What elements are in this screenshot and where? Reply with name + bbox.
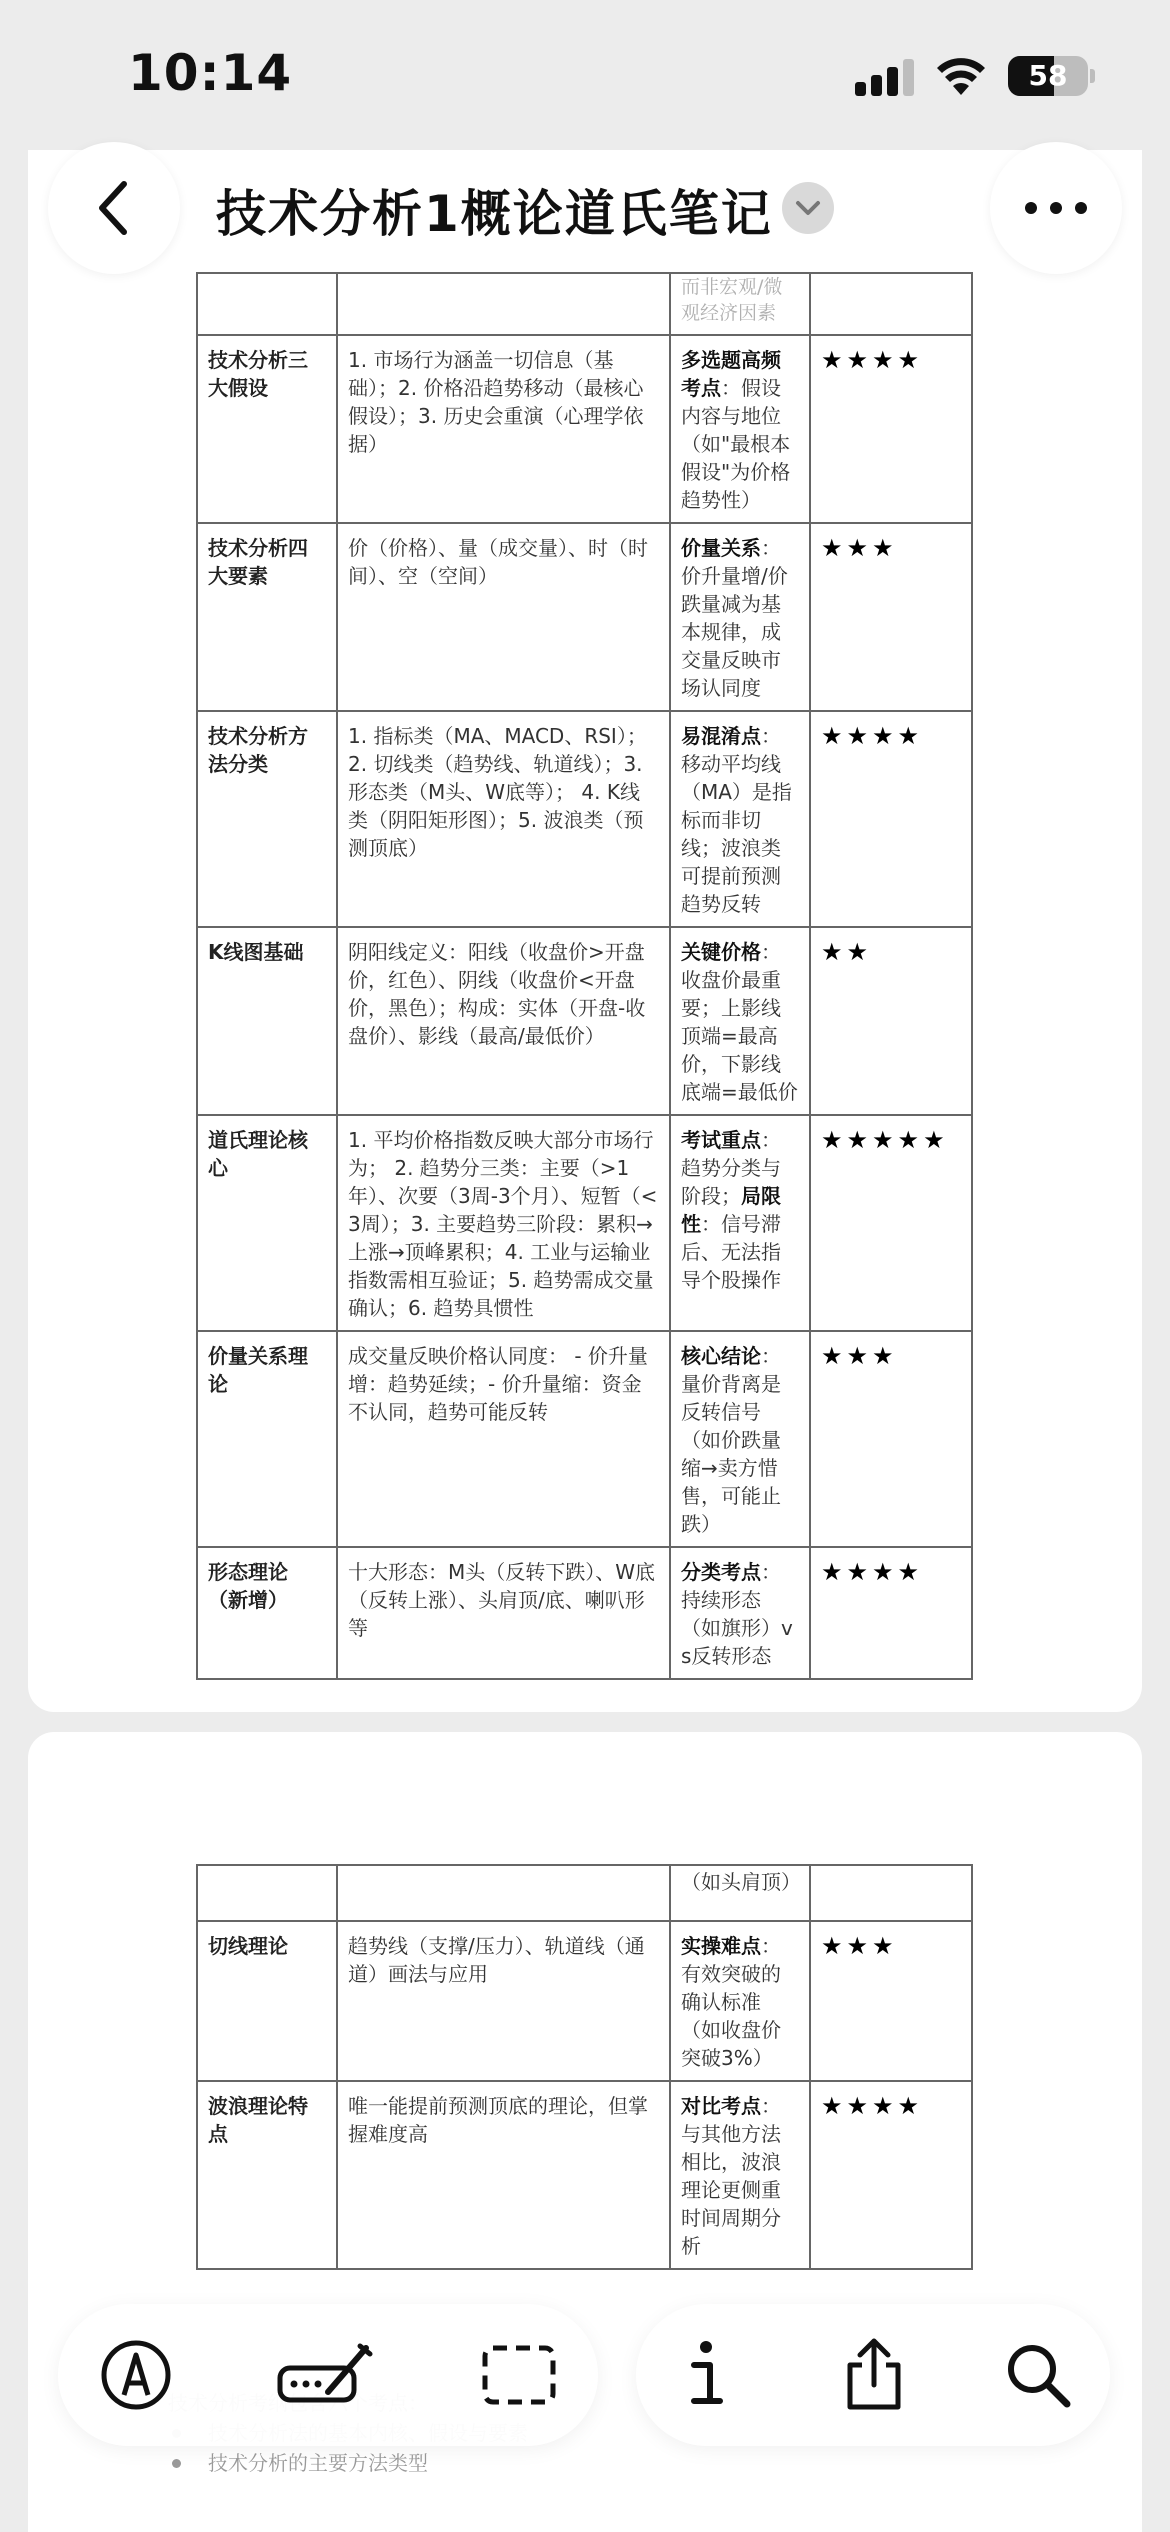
point-text: ：持续形态（如旗形）vs反转形态 — [681, 1560, 793, 1668]
markup-icon — [100, 2339, 172, 2411]
table-cell — [337, 1865, 670, 1921]
table-row — [197, 711, 972, 927]
table-cell-point — [670, 1921, 810, 2081]
table-row — [197, 1921, 972, 2081]
point-text: ：量价背离是反转信号（如价跌量缩→卖方惜售，可能止跌） — [681, 1344, 781, 1536]
info-button[interactable] — [666, 2335, 746, 2415]
table-cell-point — [670, 523, 810, 711]
table-cell-topic: 价量关系理论 — [197, 1331, 337, 1547]
point-label: 局限性 — [681, 1184, 781, 1236]
point-text: ：价升量增/价跌量减为基本规律，成交量反映市场认同度 — [681, 536, 788, 700]
table-cell-content: 1. 指标类（MA、MACD、RSI）；2. 切线类（趋势线、轨道线）；3. 形态类（M头、W底等）； 4. K线类（阴阳矩形图）；5. 波浪类（预测顶底） — [337, 711, 670, 927]
point-text: ：有效突破的确认标准（如收盘价突破3%） — [681, 1934, 781, 2070]
back-button[interactable] — [48, 142, 180, 274]
star-rating: ★★★★ — [821, 346, 924, 374]
table-cell — [197, 273, 337, 335]
star-rating: ★★ — [821, 938, 873, 966]
table-cell-rating — [810, 2081, 972, 2269]
star-rating: ★★★ — [821, 1342, 898, 1370]
table-cell-rating — [810, 711, 972, 927]
info-icon — [686, 2339, 726, 2411]
table-cell-content: 1. 市场行为涵盖一切信息（基础）；2. 价格沿趋势移动（最核心假设）；3. 历史会重演（心理学依据） — [337, 335, 670, 523]
table-cell-topic: 道氏理论核心 — [197, 1115, 337, 1331]
table-cell-point — [670, 927, 810, 1115]
table-cell-topic: 波浪理论特点 — [197, 2081, 337, 2269]
star-rating: ★★★ — [821, 534, 898, 562]
point-text: ：趋势分类与阶段； — [681, 1128, 781, 1208]
table-cell — [810, 273, 972, 335]
ellipsis-icon — [1024, 201, 1088, 215]
table-cell-rating — [810, 927, 972, 1115]
title-menu-button[interactable] — [782, 182, 834, 234]
table-row — [197, 927, 972, 1115]
table-cell-point: （如头肩顶） — [670, 1865, 810, 1921]
point-label: 多选题高频考点 — [681, 348, 781, 400]
table-cell-rating — [810, 1921, 972, 2081]
table-cell-point — [670, 1547, 810, 1679]
table-cell-point — [670, 1331, 810, 1547]
battery-icon — [1008, 56, 1088, 96]
point-text: ：信号滞后、无法指导个股操作 — [681, 1212, 781, 1292]
table-cell-rating — [810, 523, 972, 711]
chevron-down-icon — [794, 199, 822, 217]
table-row — [197, 1331, 972, 1547]
table-cell-rating — [810, 1547, 972, 1679]
table-cell — [337, 273, 670, 335]
status-bar — [0, 0, 1170, 150]
cellular-signal-icon — [855, 58, 915, 96]
more-button[interactable] — [990, 142, 1122, 274]
share-icon — [842, 2337, 906, 2413]
table-cell-content: 趋势线（支撑/压力）、轨道线（通道）画法与应用 — [337, 1921, 670, 2081]
table-cell-topic: K线图基础 — [197, 927, 337, 1115]
star-rating: ★★★★★ — [821, 1126, 949, 1154]
table-cell-content: 十大形态：M头（反转下跌）、W底（反转上涨）、头肩顶/底、喇叭形等 — [337, 1547, 670, 1679]
form-fill-button[interactable] — [276, 2335, 376, 2415]
point-label: 分类考点 — [681, 1560, 761, 1584]
table-cell — [197, 1865, 337, 1921]
battery-cap — [1090, 69, 1095, 83]
table-cell-topic: 切线理论 — [197, 1921, 337, 2081]
status-time: 10:14 — [128, 44, 293, 102]
document-page-1 — [28, 150, 1142, 1712]
point-label: 关键价格 — [681, 940, 761, 964]
point-text: ：与其他方法相比，波浪理论更侧重时间周期分析 — [681, 2094, 781, 2258]
point-label: 对比考点 — [681, 2094, 761, 2118]
point-label: 考试重点 — [681, 1128, 761, 1152]
exam-points-table-1 — [196, 272, 973, 1680]
table-cell-topic: 技术分析方法分类 — [197, 711, 337, 927]
wifi-icon — [935, 55, 987, 97]
table-cell-rating — [810, 1115, 972, 1331]
table-cell-content: 阴阳线定义：阳线（收盘价>开盘价，红色）、阴线（收盘价<开盘价，黑色）；构成：实体（开盘-收盘价）、影线（最高/最低价） — [337, 927, 670, 1115]
chevron-left-icon — [94, 178, 134, 238]
table-row-partial — [197, 1865, 972, 1921]
markup-button[interactable] — [96, 2335, 176, 2415]
toolbar-left-group — [58, 2304, 598, 2446]
select-region-button[interactable] — [476, 2335, 562, 2415]
table-cell-topic: 技术分析三大假设 — [197, 335, 337, 523]
table-row — [197, 523, 972, 711]
battery-level: 58 — [1028, 59, 1068, 92]
star-rating: ★★★★ — [821, 2092, 924, 2120]
search-icon — [1003, 2340, 1073, 2410]
point-label: 易混淆点 — [681, 724, 761, 748]
table-cell-content: 成交量反映价格认同度： - 价升量增：趋势延续；- 价升量缩：资金不认同，趋势可能反转 — [337, 1331, 670, 1547]
point-label: 核心结论 — [681, 1344, 761, 1368]
table-cell-topic: 技术分析四大要素 — [197, 523, 337, 711]
table-row — [197, 1547, 972, 1679]
table-cell-topic: 形态理论（新增） — [197, 1547, 337, 1679]
point-text: ：收盘价最重要；上影线顶端=最高价，下影线底端=最低价 — [681, 940, 798, 1104]
table-cell-point — [670, 1115, 810, 1331]
table-cell-point: 而非宏观/微观经济因素 — [670, 273, 810, 335]
form-fill-icon — [276, 2340, 376, 2410]
exam-points-table-2 — [196, 1864, 973, 2270]
star-rating: ★★★★ — [821, 1558, 924, 1586]
table-cell-point — [670, 2081, 810, 2269]
table-row — [197, 2081, 972, 2269]
table-cell-content: 1. 平均价格指数反映大部分市场行为； 2. 趋势分三类：主要（>1年）、次要（3周-3个月）、短暂（<3周）；3. 主要趋势三阶段：累积→上涨→顶峰累积；4. 工业与运输业指数需相互验证；5. 趋势需成交量确认；6. 趋势具惯性 — [337, 1115, 670, 1331]
select-region-icon — [479, 2342, 559, 2408]
point-text: ：假设内容与地位（如"最根本假设"为价格趋势性） — [681, 376, 791, 512]
table-cell — [810, 1865, 972, 1921]
point-text: ：移动平均线（MA）是指标而非切线；波浪类可提前预测趋势反转 — [681, 724, 792, 916]
table-cell-rating — [810, 335, 972, 523]
document-title[interactable]: 技术分析1概论道氏笔记 — [216, 185, 773, 243]
search-button[interactable] — [998, 2335, 1078, 2415]
table-row — [197, 1115, 972, 1331]
table-cell-content: 唯一能提前预测顶底的理论，但掌握难度高 — [337, 2081, 670, 2269]
share-button[interactable] — [834, 2335, 914, 2415]
table-cell-point — [670, 711, 810, 927]
point-label: 价量关系 — [681, 536, 761, 560]
point-label: 实操难点 — [681, 1934, 761, 1958]
star-rating: ★★★★ — [821, 722, 924, 750]
table-row — [197, 335, 972, 523]
bullet-item: 技术分析的主要方法类型 — [168, 2448, 528, 2478]
toolbar-right-group — [636, 2304, 1110, 2446]
table-row-partial — [197, 273, 972, 335]
table-cell-point — [670, 335, 810, 523]
table-cell-content: 价（价格）、量（成交量）、时（时间）、空（空间） — [337, 523, 670, 711]
table-cell-rating — [810, 1331, 972, 1547]
star-rating: ★★★ — [821, 1932, 898, 1960]
